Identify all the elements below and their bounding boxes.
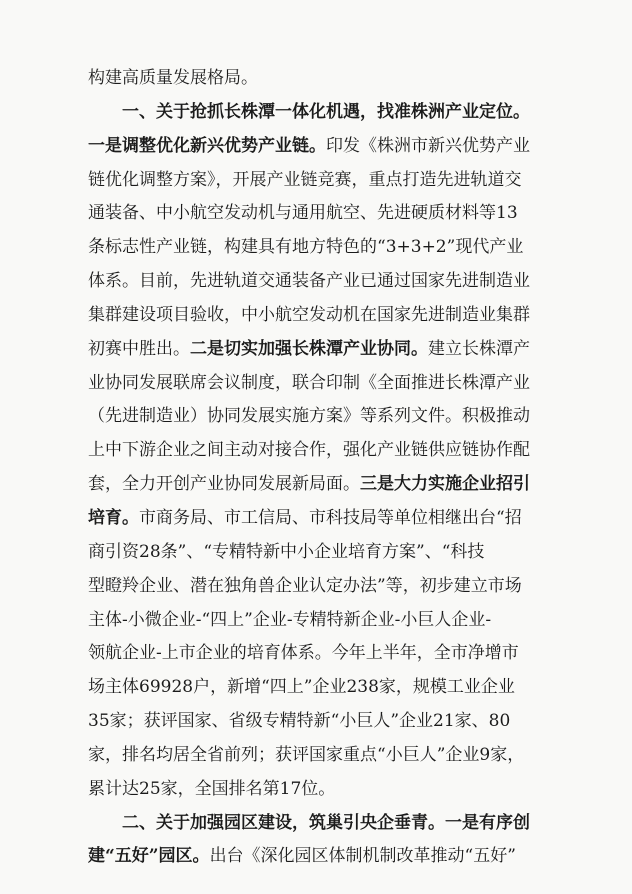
text-line (88, 299, 540, 333)
text-line (88, 400, 540, 434)
text-segment: 构建高质量发展格局。 (88, 68, 258, 88)
text-line (88, 773, 540, 807)
text-line (88, 705, 540, 739)
text-segment: 35家；获评国家、省级专精特新“小巨人”企业21家、80 (88, 711, 511, 732)
text-line (88, 130, 540, 164)
text-line (88, 570, 540, 604)
text-segment: 业协同发展联席会议制度，联合印制《全面推进长株潭产业 (88, 372, 530, 393)
text-segment: 体系。目前，先进轨道交通装备产业已通过国家先进制造业 (88, 271, 530, 292)
bold-text-segment: 二是切实加强长株潭产业协同。 (190, 338, 428, 359)
bold-text-segment: 一是有序创 (445, 812, 530, 833)
bold-text-segment: 一是调整优化新兴优势产业链。 (88, 135, 326, 156)
text-segment: 条标志性产业链，构建具有地方特色的“3+3+2”现代产业 (88, 237, 524, 258)
text-segment: 型瞪羚企业、潜在独角兽企业认定办法”等，初步建立市场 (88, 575, 522, 596)
text-line (88, 604, 540, 638)
text-segment: 集群建设项目验收，中小航空发动机在国家先进制造业集群 (88, 304, 530, 325)
text-segment: 建立长株潭产 (428, 338, 530, 359)
text-line (88, 164, 540, 198)
text-line (88, 265, 540, 299)
text-segment: （先进制造业）协同发展实施方案》等系列文件。积极推动 (88, 406, 530, 427)
bold-text-segment: 一、关于抢抓长株潭一体化机遇，找准株洲产业定位。 (122, 101, 530, 122)
text-line (88, 536, 540, 570)
text-line (88, 468, 540, 502)
text-segment: 上中下游企业之间主动对接合作，强化产业链供应链协作配 (88, 440, 530, 461)
text-line (88, 333, 540, 367)
text-line (88, 96, 540, 130)
text-line (88, 434, 540, 468)
text-segment: 场主体69928户，新增“四上”企业238家，规模工业企业 (88, 677, 515, 698)
text-line (88, 231, 540, 265)
text-segment: 领航企业-上市企业的培育体系。今年上半年，全市净增市 (88, 643, 519, 664)
text-segment: 商引资28条”、“专精特新中小企业培育方案”、“科技 (88, 541, 485, 562)
text-line (88, 671, 540, 705)
bold-text-segment: 二、关于加强园区建设，筑巢引央企垂青。 (122, 812, 445, 833)
text-line (88, 807, 540, 841)
text-segment: 印发《株洲市新兴优势产业 (326, 135, 530, 156)
text-segment: 家，排名均居全省前列；获评国家重点“小巨人”企业9家， (88, 744, 525, 765)
text-line (88, 502, 540, 536)
text-segment: 市商务局、市工信局、市科技局等单位相继出台“招 (139, 507, 522, 528)
text-segment: 套，全力开创产业协同发展新局面。 (88, 474, 360, 495)
bold-text-segment: 三是大力实施企业招引 (360, 474, 530, 495)
text-line (88, 637, 540, 671)
text-segment: 链优化调整方案》，开展产业链竞赛，重点打造先进轨道交 (88, 169, 522, 190)
text-segment: 通装备、中小航空发动机与通用航空、先进硬质材料等13 (88, 203, 518, 224)
text-segment: 出台《深化园区体制机制改革推动“五好” (209, 846, 516, 867)
text-line (88, 197, 540, 231)
bold-text-segment: 培育。 (88, 507, 139, 528)
bold-text-segment: 建“五好”园区。 (88, 846, 210, 867)
text-line (88, 739, 540, 773)
text-segment: 主体-小微企业-“四上”企业-专精特新企业-小巨人企业- (88, 609, 492, 630)
text-segment: 初赛中胜出。 (88, 338, 190, 359)
text-line (88, 840, 540, 874)
body-text (88, 62, 540, 874)
text-line (88, 62, 540, 96)
text-segment: 累计达25家，全国排名第17位。 (88, 778, 336, 799)
text-line (88, 367, 540, 401)
